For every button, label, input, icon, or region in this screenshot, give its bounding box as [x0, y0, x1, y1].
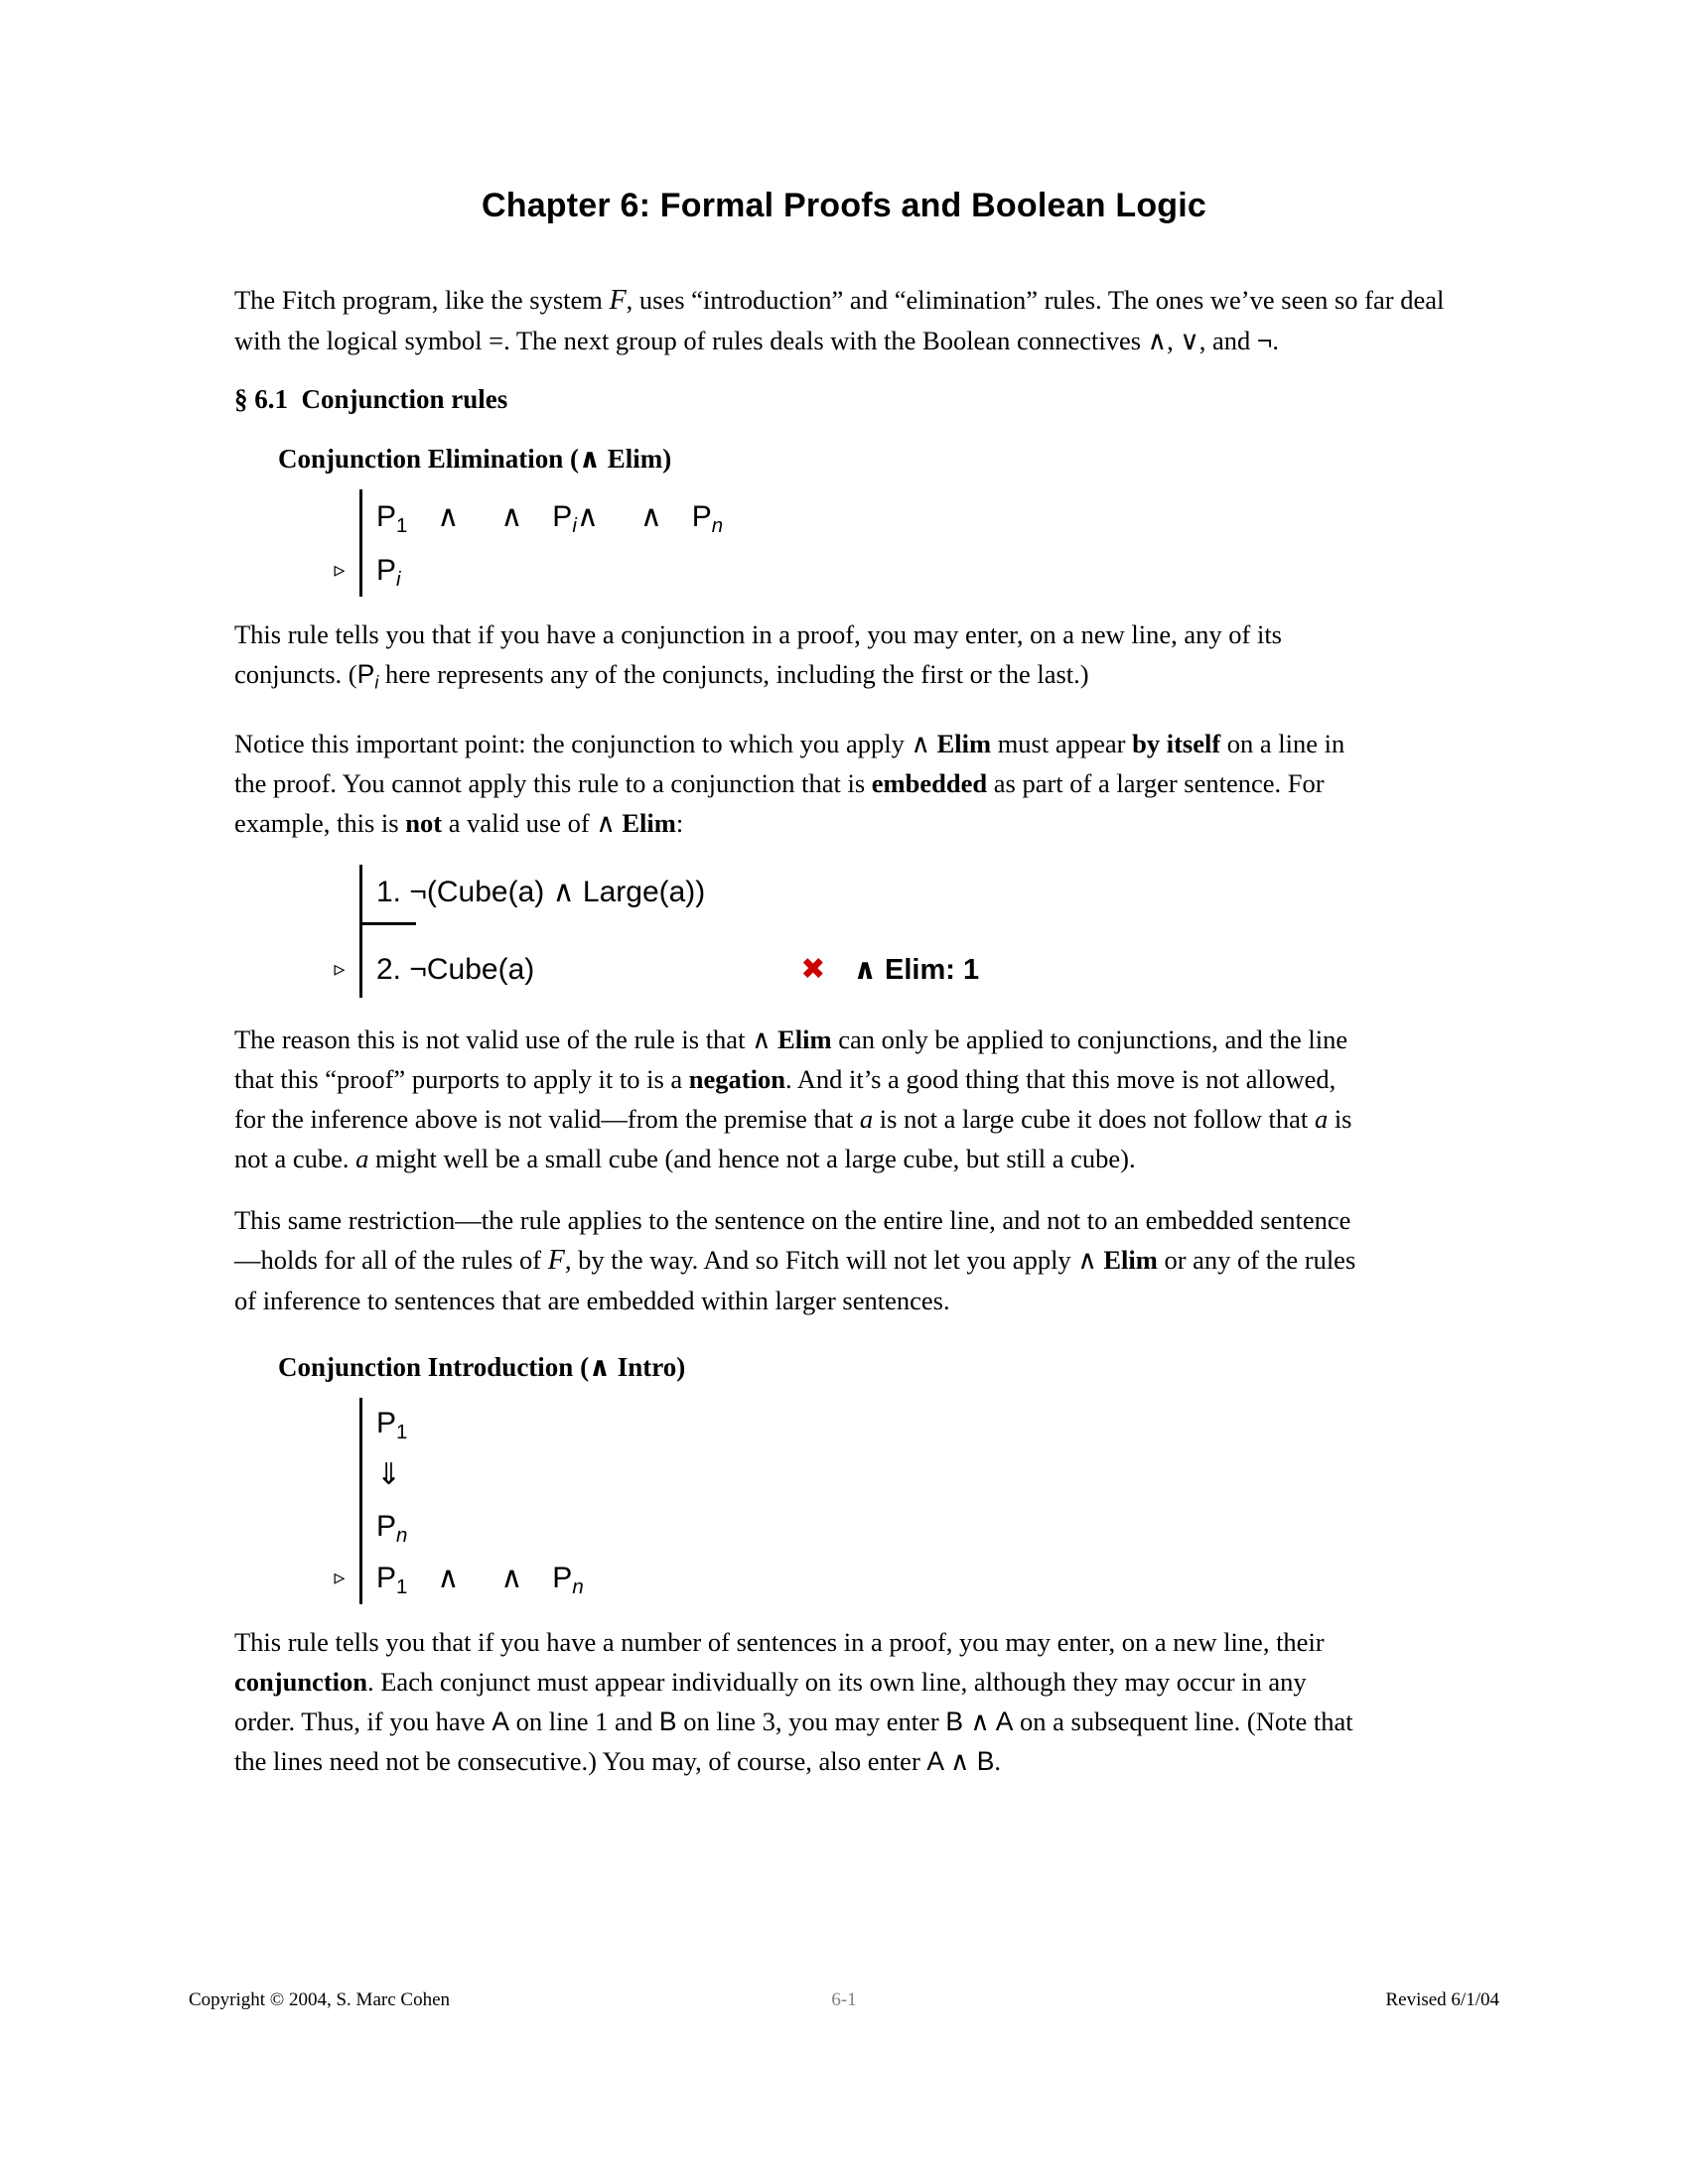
elim-p4-text-a: This same restriction—the rule applies to the sentence on the entire line, and not to an embedded sentence—holds for all of the rules of — [234, 1205, 1351, 1276]
fitch-horizontal-bar — [362, 922, 416, 925]
elim-p1-text-a: This rule tells you that if you have a conjunction in a proof, you may enter, on a new line, any of its conjuncts. ( — [234, 619, 1282, 689]
intro-paragraph — [234, 280, 1466, 360]
intro-p-text-c: on line 1 and — [509, 1706, 659, 1737]
conclusion-marker-triangle-icon: ▹ — [334, 558, 346, 583]
footer-page-number: 6-1 — [831, 1989, 857, 2010]
elim-p2-text-a: Notice this important point: the conjunction to which you apply — [234, 729, 912, 759]
elim-p2-text-c: on a line in the proof. You cannot apply this rule to a conjunction that is — [234, 729, 1345, 799]
elim-paragraph-1 — [234, 614, 1370, 702]
page-title: Chapter 6: Formal Proofs and Boolean Logic — [481, 187, 1207, 224]
elim-p4-text-c: or any of the rules of inference to sentences that are embedded within larger sentences. — [234, 1245, 1356, 1316]
fitch-row-conclusion — [334, 545, 1466, 597]
system-f-symbol: F — [609, 285, 627, 316]
elim-p3-text-f: might well be a small cube (and hence not a large cube, but still a cube). — [368, 1144, 1136, 1174]
intro-concl-p1: P — [376, 1562, 397, 1595]
intro-p-text-d: on line 3, you may enter — [676, 1706, 946, 1737]
elim-p3-var-a-3: a — [355, 1144, 369, 1174]
intro-p-sentence-b: B — [658, 1706, 677, 1737]
intro-premise-pn: P — [376, 1510, 397, 1544]
fitch-proof-intro-schema — [234, 1398, 1466, 1604]
and-symbol-2: ∧ — [500, 500, 523, 533]
and-symbol: ∧ — [1147, 326, 1168, 355]
premise-pi: P — [552, 500, 573, 533]
elim-p3-text-b: can only be applied to conjunctions, and the line that this “proof” purports to apply it to is a — [234, 1024, 1348, 1095]
elim-p2-and-symbol-2: ∧ — [596, 808, 616, 839]
footer-revised-date: Revised 6/1/04 — [1385, 1989, 1499, 2010]
intro-concl-and-2: ∧ — [500, 1562, 523, 1595]
elim-p3-text-d: is not a large cube it does not follow that — [873, 1104, 1315, 1135]
elim-paragraph-3 — [234, 1020, 1370, 1178]
and-symbol-4: ∧ — [639, 500, 662, 533]
elim-p3-and-symbol: ∧ — [752, 1024, 772, 1055]
intro-p-text-b: . Each conjunct must appear individually on its own line, although they may occur in any order. Thus, if you have — [234, 1667, 1307, 1737]
intro-text-b: , uses “introduction” and “elimination” rules. The ones we’ve seen so far deal with the logical symbol =. The next group of rules deals with the Boolean connectives — [234, 285, 1445, 355]
elim-p4-system-f-symbol: F — [547, 1245, 565, 1277]
and-symbol-3: ∧ — [576, 500, 599, 533]
elim-p4-and-symbol: ∧ — [1077, 1245, 1097, 1276]
elim-p2-elim-label-2: Elim — [622, 808, 676, 839]
elim-p2-colon: : — [675, 808, 684, 839]
fitch-row-premise — [376, 489, 1466, 545]
fitch-bar-intro-schema — [334, 1398, 1466, 1604]
elim-p2-and-symbol: ∧ — [911, 729, 930, 759]
intro-p-conjunction-ab: A ∧ B — [926, 1746, 995, 1777]
section-number: § 6.1 — [234, 384, 288, 414]
elim-p3-text-e: is not a cube. — [234, 1104, 1352, 1174]
intro-premise-pn-subscript: n — [396, 1525, 408, 1548]
error-x-icon: ✖ — [800, 953, 826, 987]
intro-p-text-a: This rule tells you that if you have a number of sentences in a proof, you may enter, on a new line, their — [234, 1627, 1325, 1658]
elim-p3-negation: negation — [688, 1064, 785, 1095]
intro-conclusion-marker-triangle-icon: ▹ — [334, 1566, 346, 1591]
intro-concl-and-1: ∧ — [437, 1562, 460, 1595]
elim-p4-elim-label: Elim — [1103, 1245, 1158, 1276]
elim-p2-byitself: by itself — [1132, 729, 1221, 759]
elim-p3-var-a-1: a — [859, 1104, 874, 1135]
premise-p1: P — [376, 500, 397, 533]
intro-row-ellipsis — [376, 1449, 1466, 1501]
example-line-2 — [334, 942, 1466, 998]
or-symbol: ∨ — [1180, 326, 1199, 355]
fitch-proof-elim-schema — [234, 489, 1466, 597]
elim-p1-p-subscript: i — [374, 672, 379, 693]
fitch-proof-invalid-example — [234, 865, 1466, 998]
intro-row-premise-1 — [376, 1398, 1466, 1449]
elim-p3-elim-label: Elim — [777, 1024, 832, 1055]
intro-text-and: , and — [1198, 326, 1257, 355]
fitch-hbar-container — [376, 920, 1466, 942]
elim-p1-p-symbol: P — [356, 659, 375, 689]
elim-p2-text-d: as part of a larger sentence. For example, this is — [234, 768, 1325, 839]
elim-p3-text-c: . And it’s a good thing that this move is not allowed, for the inference above is not valid—from the premise that — [234, 1064, 1336, 1135]
elim-p2-elim-label: Elim — [936, 729, 992, 759]
not-symbol: ¬ — [1256, 326, 1273, 355]
intro-paragraph-explain — [234, 1622, 1370, 1781]
page-footer — [189, 1983, 1499, 2017]
example-line-1-sentence: ¬(Cube(a) ∧ Large(a)) — [409, 876, 706, 909]
footer-copyright: Copyright © 2004, S. Marc Cohen — [189, 1989, 451, 2010]
rule-heading-conjunction-introduction: Conjunction Introduction (∧ Intro) — [278, 1352, 686, 1383]
document-body — [234, 280, 1466, 1803]
section-title: Conjunction rules — [301, 384, 508, 414]
intro-p-text-e: on a subsequent line. (Note that the lines need not be consecutive.) You may, of course, also enter — [234, 1706, 1353, 1777]
intro-comma-1: , — [1167, 326, 1181, 355]
elim-paragraph-2 — [234, 724, 1370, 843]
intro-row-conclusion — [334, 1553, 1466, 1604]
intro-premise-p1: P — [376, 1407, 397, 1440]
fitch-bar-elim-schema — [334, 489, 1466, 597]
intro-concl-pn: P — [552, 1562, 573, 1595]
premise-p1-subscript: 1 — [396, 515, 408, 538]
intro-text-a: The Fitch program, like the system — [234, 285, 610, 315]
elim-p3-text-a: The reason this is not valid use of the rule is that — [234, 1024, 753, 1055]
section-heading — [234, 382, 1466, 416]
intro-p-sentence-a: A — [492, 1706, 509, 1737]
example-line-2-number: 2. — [376, 953, 402, 987]
elim-p2-text-b: must appear — [991, 729, 1133, 759]
conclusion-p-subscript: i — [396, 569, 401, 592]
elim-p1-text-b: here represents any of the conjuncts, including the first or the last.) — [378, 659, 1089, 689]
intro-p-conjunction-ba: B ∧ A — [945, 1706, 1014, 1737]
elim-p4-text-b: , by the way. And so Fitch will not let you apply — [564, 1245, 1078, 1276]
elim-p2-text-e: a valid use of — [442, 808, 597, 839]
example-marker-triangle-icon: ▹ — [334, 957, 346, 983]
intro-concl-pn-subscript: n — [572, 1576, 584, 1599]
elim-paragraph-4 — [234, 1200, 1370, 1320]
double-down-arrow-icon: ⇓ — [376, 1457, 402, 1493]
example-line-1 — [376, 865, 1466, 920]
example-line-2-rule-citation: ∧ Elim: 1 — [853, 954, 980, 987]
rule-heading-conjunction-elimination: Conjunction Elimination (∧ Elim) — [278, 444, 672, 474]
intro-p-conjunction-label: conjunction — [234, 1667, 367, 1698]
conclusion-p: P — [376, 554, 397, 587]
example-line-1-number: 1. — [376, 876, 402, 909]
intro-row-premise-n — [376, 1501, 1466, 1553]
and-symbol-1: ∧ — [437, 500, 460, 533]
premise-pi-subscript: i — [572, 515, 577, 538]
intro-premise-p1-subscript: 1 — [396, 1422, 408, 1444]
premise-pn: P — [691, 500, 712, 533]
elim-p2-embedded: embedded — [871, 768, 988, 799]
elim-p3-var-a-2: a — [1314, 1104, 1329, 1135]
intro-period: . — [1272, 326, 1279, 355]
fitch-bar-invalid-example — [334, 865, 1466, 998]
premise-pn-subscript: n — [711, 515, 724, 538]
elim-p2-not: not — [405, 808, 443, 839]
intro-concl-p1-subscript: 1 — [396, 1576, 408, 1599]
intro-p-period: . — [994, 1746, 1002, 1777]
example-line-2-sentence: ¬Cube(a) — [409, 953, 535, 987]
